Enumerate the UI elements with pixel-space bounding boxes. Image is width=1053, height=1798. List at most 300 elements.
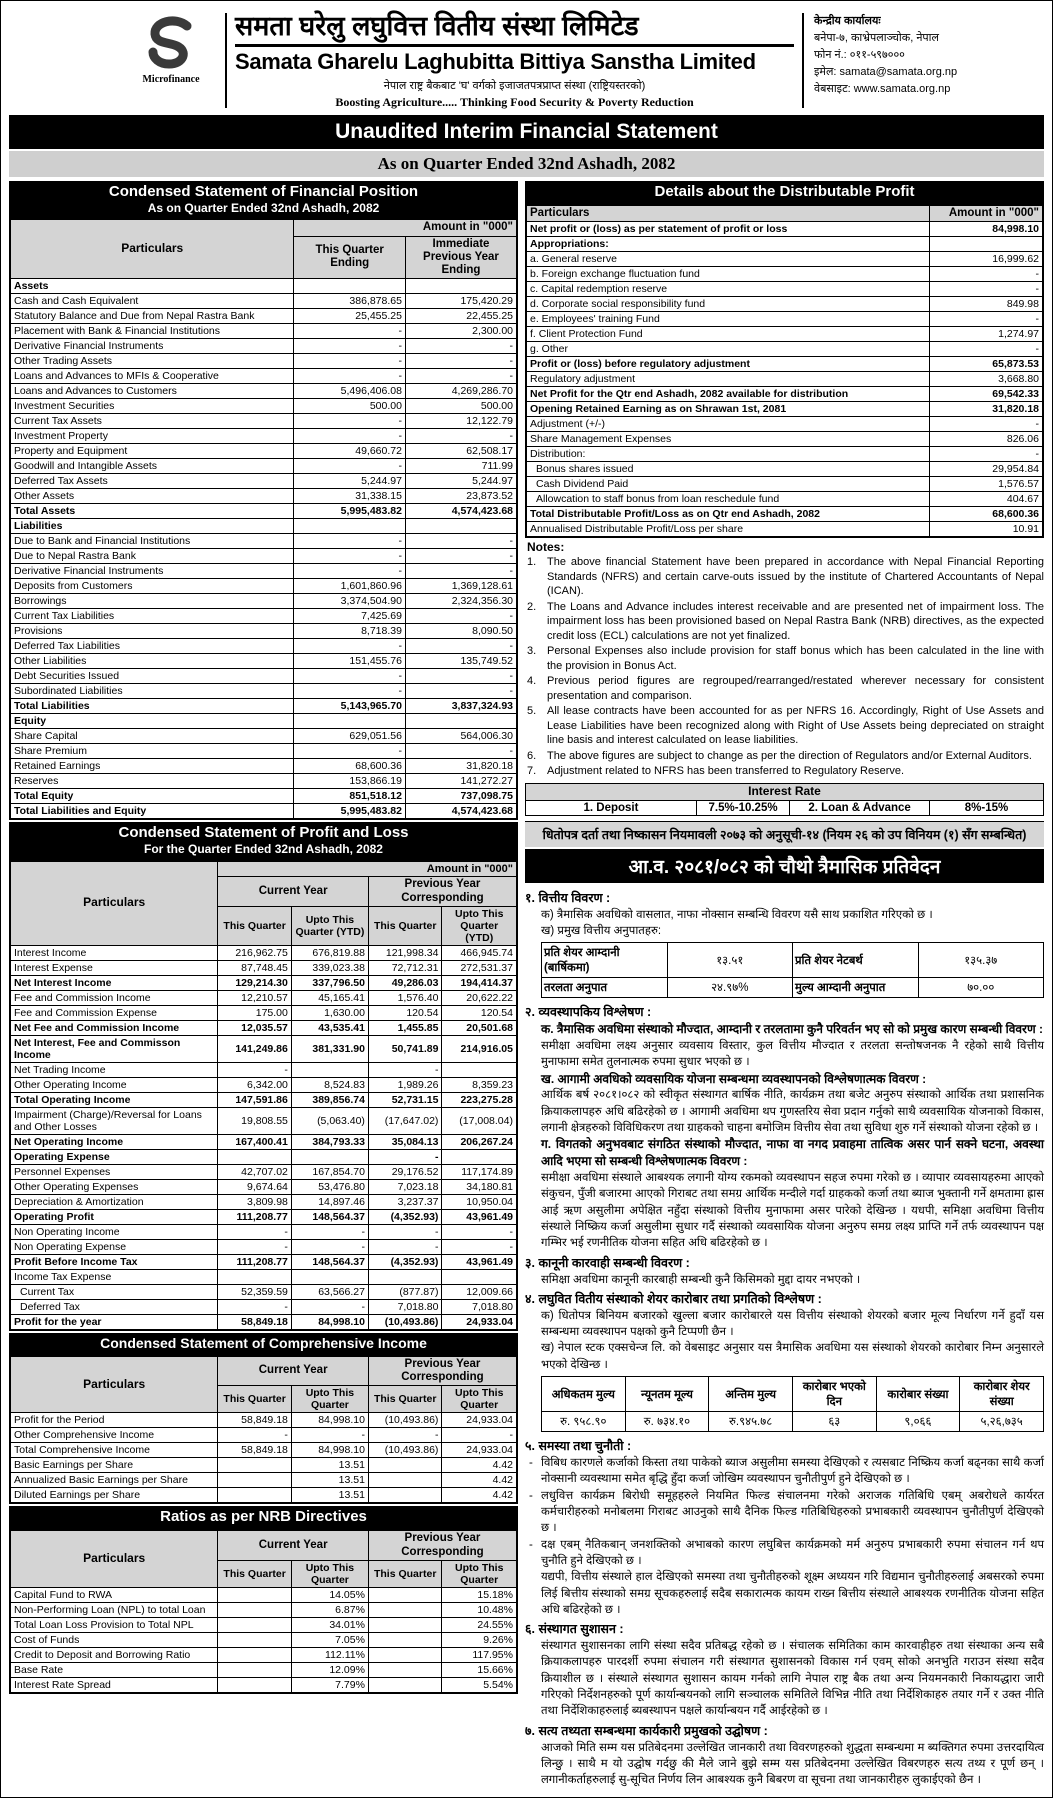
row-value: -: [368, 1224, 442, 1239]
table-row: [10, 594, 517, 609]
row-label: Cash Dividend Paid: [526, 477, 929, 492]
row-value: 175.00: [218, 1005, 292, 1020]
row-label: Interest Income: [10, 945, 218, 960]
report-section-heading: १. वित्तीय विवरण :: [525, 890, 611, 905]
table-row: [10, 1164, 517, 1179]
col-header-upto-quarter: Upto This Quarter: [442, 1386, 517, 1413]
table-row: [10, 519, 517, 534]
table-row: [10, 534, 517, 549]
table-row: [10, 444, 517, 459]
row-value: 31,820.18: [405, 759, 517, 774]
row-value: -: [405, 339, 517, 354]
row-value: -: [405, 669, 517, 684]
table-row: [526, 477, 1043, 492]
table-cell: कारोबार भएको दिन: [792, 1377, 876, 1412]
bullet-text: विबिध कारणले कर्जाको किस्ता तथा पाकेको ब्याज असुलीमा समस्या देखिएको र त्यसबाट निष्क्रिय कर्जा बढ्नका साथै कर्जा नोक्सानी व्यवस्थामा समेत बृद्धि हुँदा कर्जा जोखिम व्यवस्थापन चुनौतीपुर्ण हुने देखिएको छ ।: [541, 1456, 1044, 1486]
contact-website: वेबसाइट: www.samata.org.np: [814, 83, 951, 96]
row-label: Investment Securities: [10, 399, 294, 414]
row-label: Fee and Commission Expense: [10, 1005, 218, 1020]
row-value: 12,210.57: [218, 990, 292, 1005]
table-row: [10, 399, 517, 414]
row-value: [368, 1602, 442, 1617]
row-value: [291, 1269, 368, 1284]
report-paragraph: ख) प्रमुख वित्तीय अनुपातहरु:: [541, 925, 662, 937]
row-value: [218, 1458, 292, 1473]
row-value: -: [929, 417, 1043, 432]
row-value: 5.54%: [442, 1677, 517, 1693]
report-section-heading: ६. संस्थागत सुशासन :: [525, 1622, 624, 1637]
row-value: -: [929, 282, 1043, 297]
note-item: [525, 704, 1044, 749]
row-value: 1,601,860.96: [294, 579, 406, 594]
row-value: -: [929, 342, 1043, 357]
row-value: 4,574,423.68: [405, 504, 517, 519]
table-row: [526, 447, 1043, 462]
row-value: 404.67: [929, 492, 1043, 507]
table-row: [10, 1005, 517, 1020]
row-value: 7,425.69: [294, 609, 406, 624]
row-value: 14,897.46: [291, 1194, 368, 1209]
row-label: Total Liabilities: [10, 699, 294, 714]
row-value: 117,174.89: [442, 1164, 517, 1179]
row-value: 120.54: [442, 1005, 517, 1020]
row-label: Operating Expense: [10, 1149, 218, 1164]
row-label: Derivative Financial Instruments: [10, 564, 294, 579]
row-label: Net Interest, Fee and Commisson Income: [10, 1035, 218, 1062]
row-value: 3,668.80: [929, 372, 1043, 387]
col-group-previous-year: Previous Year Corresponding: [368, 1530, 517, 1560]
row-value: 13.51: [291, 1458, 368, 1473]
row-value: [218, 1149, 292, 1164]
row-value: 31,338.15: [294, 489, 406, 504]
table-cell: तरलता अनुपात: [542, 978, 668, 998]
row-label: Property and Equipment: [10, 444, 294, 459]
table-row: [526, 372, 1043, 387]
col-header-particulars: Particulars: [10, 219, 294, 278]
row-label: Current Tax: [10, 1284, 218, 1299]
report-paragraph: समीक्षा अवधिमा संस्थाले आबश्यक लगानी योग्य रकमको व्यवस्थापन सहज रुपमा गरेको छ । व्यापार व्यवसायहरुमा आएको संकुचन, पुँजी बजारमा आएको गिराबट तथा समग्र आर्थिक मन्दीले गर्दा ग्राहकको कर्जा तथा ब्याज भुक्तानी गर्ने क्षमतामा ह्रास आई ऋण असुलीमा अपेक्षित नहुँदा संस्थाको वित्तीय मुनाफामा असर पारेको देखिन्छ । यधपी, समिक्षा अवधिमा वित्तीय संस्थाले निष्क्रिय कर्जा असुलीमा सुधार गर्दै संस्थाको व्यवसायिक योजना अनुरुप समग्र लक्ष्य प्राप्ति गर्ने तर्फ व्यवस्थापन पक्ष गम्भिर भई रणनीतिक योजना सहित अधि बढिरहेको छ ।: [541, 1172, 1044, 1250]
row-label: Bonus shares issued: [526, 462, 929, 477]
bullet-text: दक्ष एबम् नैतिकबान् जनशक्तिको अभाबको कारण लघुबित्त कार्यक्रमको मर्म अनुरुप प्रभाबकारी रुपमा संचालन गर्न थप चुनौति हुने देखिएको छ ।: [541, 1538, 1044, 1567]
table-row: [10, 1092, 517, 1107]
row-value: 153,866.19: [294, 774, 406, 789]
table-cell: रु. ७३४.१०: [625, 1412, 709, 1432]
row-value: [442, 1062, 517, 1077]
row-value: -: [291, 1224, 368, 1239]
row-value: 2,300.00: [405, 324, 517, 339]
table-cell: मुल्य आम्दानी अनुपात: [793, 978, 919, 998]
row-value: 19,808.55: [218, 1107, 292, 1134]
table-row: [10, 1662, 517, 1677]
report-sub-heading: क. त्रैमासिक अवधिमा संस्थाको मौज्दात, आम्दानी र तरलतामा कुनै परिवर्तन भए सो को प्रमुख कारण सम्बन्धी विवरण :: [541, 1022, 1043, 1037]
report-sub-heading: ग. विगतको अनुभवबाट संगठित संस्थाको मौज्दात, नाफा वा नगद प्रवाहमा तात्विक असर पार्न सक्ने घटना, अवस्था आदि भएमा सो सम्बन्धी विश्लेषणात्मक विवरण :: [541, 1137, 1044, 1169]
row-value: 272,531.37: [442, 960, 517, 975]
row-label: Provisions: [10, 624, 294, 639]
row-value: 466,945.74: [442, 945, 517, 960]
row-value: -: [294, 549, 406, 564]
section-subtitle: As on Quarter Ended 32nd Ashadh, 2082: [147, 201, 380, 216]
row-value: 43,961.49: [442, 1209, 517, 1224]
row-value: 9.26%: [442, 1632, 517, 1647]
row-value: 141,249.86: [218, 1035, 292, 1062]
row-value: 386,878.65: [294, 294, 406, 309]
report-paragraph: समिक्षा अवधिमा कानूनी कारबाही सम्बन्धी कुनै किसिमको मुद्दा दायर नभएको ।: [541, 1273, 861, 1286]
table-row: [10, 744, 517, 759]
note-item: [525, 764, 1044, 780]
row-value: -: [405, 744, 517, 759]
row-label: Profit for the Period: [10, 1413, 218, 1428]
table-cell: रु.९४५.७८: [709, 1412, 793, 1432]
row-value: -: [405, 369, 517, 384]
table-row: [526, 800, 1044, 815]
row-label: Cash and Cash Equivalent: [10, 294, 294, 309]
row-value: 8,718.39: [294, 624, 406, 639]
row-value: 12.09%: [291, 1662, 368, 1677]
row-value: 63,566.27: [291, 1284, 368, 1299]
row-value: 58,849.18: [218, 1443, 292, 1458]
row-value: 84,998.10: [291, 1443, 368, 1458]
row-value: 72,712.31: [368, 960, 442, 975]
row-value: 24,933.04: [442, 1443, 517, 1458]
row-value: [442, 1149, 517, 1164]
row-value: 148,564.37: [291, 1209, 368, 1224]
amount-note: Amount in "000": [929, 205, 1043, 222]
table-row: [526, 312, 1043, 327]
row-value: 500.00: [294, 399, 406, 414]
note-number: 7.: [527, 765, 537, 778]
row-value: -: [929, 312, 1043, 327]
note-number: 3.: [527, 645, 537, 658]
company-name-english: Samata Gharelu Laghubitta Bittiya Sanstha Limited: [235, 49, 756, 75]
row-value: [368, 1488, 442, 1504]
regulation-reference-line: धितोपत्र दर्ता तथा निष्कासन नियमावली २०७३ को अनुसूची-१४ (नियम २६ को उप विनियम (१) सँग सम्बन्धित): [525, 821, 1044, 847]
row-value: 25,455.25: [294, 309, 406, 324]
row-label: Liabilities: [10, 519, 294, 534]
note-text: Personal Expenses also include provision for staff bonus which has been calculated in the line with the provision in Bonus Act.: [547, 645, 1044, 672]
row-label: Operating Profit: [10, 1209, 218, 1224]
row-label: Annualised Distributable Profit/Loss per share: [526, 522, 929, 538]
subtitle-banner: As on Quarter Ended 32nd Ashadh, 2082: [9, 151, 1044, 177]
col-header-ytd: Upto This Quarter (YTD): [291, 906, 368, 945]
col-header-this-quarter: This Quarter Ending: [294, 236, 406, 279]
row-value: -: [218, 1428, 292, 1443]
table-row: [10, 714, 517, 729]
row-value: 24.55%: [442, 1617, 517, 1632]
row-value: 826.06: [929, 432, 1043, 447]
table-row: [10, 1077, 517, 1092]
financial-position-table: [9, 218, 518, 820]
row-value: 147,591.86: [218, 1092, 292, 1107]
row-value: 117.95%: [442, 1647, 517, 1662]
row-value: 24,933.04: [442, 1314, 517, 1330]
table-row: [10, 1413, 517, 1428]
row-label: e. Employees' training Fund: [526, 312, 929, 327]
row-value: (4,352.93): [368, 1209, 442, 1224]
row-value: 1,576.57: [929, 477, 1043, 492]
row-label: Deferred Tax Assets: [10, 474, 294, 489]
row-value: -: [405, 549, 517, 564]
bullet-dash: -: [529, 1489, 533, 1502]
report-paragraph: ख) नेपाल स्टक एक्सचेन्ज लि. को वेबसाइट अनुसार यस त्रैमासिक अवधिमा यस संस्थाको शेयरको कारोबार निम्न अनुसारले भएको देखिन्छ ।: [541, 1342, 1044, 1371]
row-value: 676,819.88: [291, 945, 368, 960]
row-value: 5,244.97: [294, 474, 406, 489]
row-label: Placement with Bank & Financial Institutions: [10, 324, 294, 339]
row-value: [368, 1662, 442, 1677]
table-row: [526, 282, 1043, 297]
row-label: Allowcation to staff bonus from loan reschedule fund: [526, 492, 929, 507]
row-label: Depreciation & Amortization: [10, 1194, 218, 1209]
logo-caption: Microfinance: [142, 74, 200, 85]
table-row: [10, 564, 517, 579]
row-value: 4,574,423.68: [405, 804, 517, 820]
table-row: [526, 522, 1043, 538]
row-value: [405, 279, 517, 294]
table-cell: अन्तिम मुल्य: [709, 1377, 793, 1412]
row-value: 8,359.23: [442, 1077, 517, 1092]
company-logo: [125, 11, 217, 110]
table-row: [10, 684, 517, 699]
table-row: [526, 507, 1043, 522]
table-row: [10, 804, 517, 820]
row-label: Non-Performing Loan (NPL) to total Loan: [10, 1602, 218, 1617]
table-row: [10, 429, 517, 444]
financial-position-header: [9, 181, 518, 218]
row-label: Interest Expense: [10, 960, 218, 975]
row-label: Interest Rate Spread: [10, 1677, 218, 1693]
row-value: 84,998.10: [291, 1413, 368, 1428]
row-value: -: [294, 459, 406, 474]
row-value: 49,660.72: [294, 444, 406, 459]
report-paragraph: यद्यपी, वित्तीय संस्थाले हाल देखिएको समस्या तथा चुनौतीहरुको शूक्ष्म अध्ययन गरि विद्यमान चुनौतीहरुलाई अबसरको रुपमा लिई बित्तीय संस्थाको समग्र सूचकहरुलाई सदैब सकारात्मक कायम राख्न बित्तीय संस्थाले आबश्यक रणनीतिक योजना सहित अधि बढिरहेको छ ।: [541, 1571, 1044, 1616]
row-value: 389,856.74: [291, 1092, 368, 1107]
table-row: [10, 1587, 517, 1602]
row-value: [368, 1647, 442, 1662]
col-header-particulars: Particulars: [10, 1356, 218, 1413]
col-header-upto-quarter: Upto This Quarter: [291, 1560, 368, 1587]
row-value: -: [405, 534, 517, 549]
row-label: Net Trading Income: [10, 1062, 218, 1077]
row-value: 35,084.13: [368, 1134, 442, 1149]
report-paragraph: आजको मिति सम्म यस प्रतिबेदनमा उल्लेखित जानकारी तथा विवरणहरुको शुद्धता सम्बन्धमा म ब्यक्तिगत रुपमा उत्तरदायित्व लिन्छु । साथै म यो उद्घोष गर्दछु की मैले जाने बुझे सम्म यस प्रतिबेदनमा उल्लेखित विबरणहरु सत्य तथ्य र पूर्ण छन् । लगानीकर्ताहरुलाई सु-सूचित निर्णय लिन आबश्यक कुनै बिबरण वा सूचना तथा जानकारीहरु लुकाईएको छैन ।: [541, 1741, 1044, 1787]
row-value: 7,018.80: [442, 1299, 517, 1314]
row-value: -: [218, 1062, 292, 1077]
row-label: Non Operating Income: [10, 1224, 218, 1239]
row-value: 22,455.25: [405, 309, 517, 324]
row-value: -: [294, 429, 406, 444]
note-text: The Loans and Advance includes interest receivable and are presented net of impairment loss. The impairment loss has been provisioned based on Nepal Rastra Bank (NRB) directives, as the expected credit loss (ECL) calculations are not yet finalized.: [547, 600, 1044, 642]
quarterly-report-banner: आ.व. २०८१/०८२ को चौथो त्रैमासिक प्रतिवेदन: [525, 849, 1044, 883]
row-value: 223,275.28: [442, 1092, 517, 1107]
row-value: 68,600.36: [929, 507, 1043, 522]
row-label: Base Rate: [10, 1662, 218, 1677]
row-value: 151,455.76: [294, 654, 406, 669]
row-value: 42,707.02: [218, 1164, 292, 1179]
interest-rate-cell: 1. Deposit: [526, 800, 697, 815]
table-cell: ६३: [792, 1412, 876, 1432]
table-row: [526, 432, 1043, 447]
row-label: Profit for the year: [10, 1314, 218, 1330]
table-cell: कारोबार शेयर संख्या: [960, 1377, 1044, 1412]
table-row: [10, 369, 517, 384]
table-row: [526, 222, 1043, 237]
section-subtitle: For the Quarter Ended 32nd Ashadh, 2082: [144, 842, 383, 857]
row-value: 121,998.34: [368, 945, 442, 960]
left-column: [9, 181, 518, 1694]
notes-heading: Notes:: [527, 540, 565, 555]
row-label: Total Loan Loss Provision to Total NPL: [10, 1617, 218, 1632]
row-label: f. Client Protection Fund: [526, 327, 929, 342]
col-group-current-year: Current Year: [218, 877, 369, 906]
table-row: [10, 639, 517, 654]
row-value: 111,208.77: [218, 1254, 292, 1269]
table-cell: ५,२६,७३५: [960, 1412, 1044, 1432]
row-value: 564,006.30: [405, 729, 517, 744]
row-label: Net Interest Income: [10, 975, 218, 990]
row-value: (10,493.86): [368, 1314, 442, 1330]
row-value: 52,359.59: [218, 1284, 292, 1299]
table-row: [10, 1254, 517, 1269]
table-row: [526, 387, 1043, 402]
amount-note: Amount in "000": [294, 219, 517, 236]
row-value: 10.91: [929, 522, 1043, 538]
row-value: 129,214.30: [218, 975, 292, 990]
col-header-this-quarter: This Quarter: [218, 1560, 292, 1587]
row-value: -: [294, 324, 406, 339]
row-label: Income Tax Expense: [10, 1269, 218, 1284]
row-value: 175,420.29: [405, 294, 517, 309]
row-label: Non Operating Expense: [10, 1239, 218, 1254]
row-value: -: [291, 1299, 368, 1314]
nrb-ratios-table: [9, 1529, 518, 1694]
table-row: [10, 990, 517, 1005]
table-row: [10, 324, 517, 339]
row-label: Total Distributable Profit/Loss as on Qtr end Ashadh, 2082: [526, 507, 929, 522]
table-cell: अधिकतम मुल्य: [542, 1377, 626, 1412]
report-bullet-item: [529, 1455, 1044, 1488]
row-value: 62,508.17: [405, 444, 517, 459]
row-value: [291, 1062, 368, 1077]
row-value: [218, 1632, 292, 1647]
report-paragraph: संस्थागत सुशासनका लागि संस्था सदैव प्रतिबद्ध रहेको छ । संचालक समितिका काम कारवाहीहरु तथा संस्थाका अन्य सबै क्रियाकलापहरु पारदर्शी रुपमा संचालन गरी संस्थागत सुशासनको विकास गर्न एवम् सोको अनभुति गराउन संस्था सदैव क्रियाशील छ । संस्थाले संस्थागत सुशासन कायम गर्नको लागि नेपाल राष्ट्र बैक तथा अन्य नियमनकारी निकायद्धारा जारी गरिएको निर्देशनहरुको पूर्ण कार्यान्बयनको लागि सञ्चालक समितिले विभिन्न नीति तथा निर्देशिकाहरु तयार गर्ने र उक्त नीति तथा निर्देशिकाहरुलाई ब्यबस्थापन पक्षले कार्यान्बयन गर्दै आईरहेको छ ।: [541, 1640, 1044, 1718]
row-value: -: [442, 1239, 517, 1254]
table-row: [10, 1134, 517, 1149]
row-value: 49,286.03: [368, 975, 442, 990]
row-value: 7.05%: [291, 1632, 368, 1647]
row-value: 43,535.41: [291, 1020, 368, 1035]
table-row: [10, 354, 517, 369]
row-value: 5,995,483.82: [294, 804, 406, 820]
note-item: [525, 749, 1044, 765]
row-value: 500.00: [405, 399, 517, 414]
share-trading-table: [541, 1376, 1044, 1432]
row-value: -: [294, 354, 406, 369]
bullet-dash: -: [529, 1538, 533, 1551]
table-row: [10, 1428, 517, 1443]
row-label: Total Equity: [10, 789, 294, 804]
note-text: Adjustment related to NFRS has been transferred to Regulatory Reserve.: [547, 765, 905, 778]
col-header-upto-quarter: Upto This Quarter: [291, 1386, 368, 1413]
contact-address: बनेपा-७, काभ्रेपलाञ्चोक, नेपाल: [814, 32, 939, 45]
row-label: Other Liabilities: [10, 654, 294, 669]
table-row: [526, 237, 1043, 252]
table-row: [10, 1035, 517, 1062]
row-value: [218, 1617, 292, 1632]
section-title: Details about the Distributable Profit: [654, 183, 915, 201]
note-text: The above financial Statement have been prepared in accordance with Nepal Financial Reporting Standards (NFRS) and certain carve-outs issued by the institute of Chartered Accountants of Nepal (ICAN).: [547, 556, 1044, 598]
row-label: Statutory Balance and Due from Nepal Rastra Bank: [10, 309, 294, 324]
table-row: [10, 1149, 517, 1164]
row-value: 111,208.77: [218, 1209, 292, 1224]
row-label: Other Comprehensive Income: [10, 1428, 218, 1443]
table-row: [10, 1020, 517, 1035]
table-row: [542, 1377, 1044, 1412]
table-row: [10, 1194, 517, 1209]
table-row: [10, 1473, 517, 1488]
table-row: [10, 1224, 517, 1239]
table-row: [10, 1443, 517, 1458]
row-label: Equity: [10, 714, 294, 729]
row-label: Credit to Deposit and Borrowing Ratio: [10, 1647, 218, 1662]
row-label: d. Corporate social responsibility fund: [526, 297, 929, 312]
row-value: 1,369,128.61: [405, 579, 517, 594]
row-value: 1,455.85: [368, 1020, 442, 1035]
row-value: -: [218, 1224, 292, 1239]
table-row: [10, 945, 517, 960]
row-value: 50,741.89: [368, 1035, 442, 1062]
row-value: -: [368, 1239, 442, 1254]
row-value: (17,647.02): [368, 1107, 442, 1134]
row-value: 3,837,324.93: [405, 699, 517, 714]
row-value: 214,916.05: [442, 1035, 517, 1062]
table-row: [10, 1107, 517, 1134]
row-value: 337,796.50: [291, 975, 368, 990]
key-ratios-table: [541, 942, 1044, 998]
section-title: Condensed Statement of Financial Position: [108, 183, 419, 201]
row-label: g. Other: [526, 342, 929, 357]
col-group-previous-year: Previous Year Corresponding: [368, 1356, 517, 1386]
table-cell: ९,०६६: [876, 1412, 960, 1432]
table-cell: प्रति शेयर आम्दानी (बार्षिकमा): [542, 943, 668, 978]
row-label: Net Fee and Commission Income: [10, 1020, 218, 1035]
row-label: Goodwill and Intangible Assets: [10, 459, 294, 474]
row-value: -: [294, 669, 406, 684]
row-label: Deposits from Customers: [10, 579, 294, 594]
row-label: Reserves: [10, 774, 294, 789]
notes-list: [525, 555, 1044, 780]
row-value: 4.42: [442, 1458, 517, 1473]
row-label: Total Assets: [10, 504, 294, 519]
row-label: Net profit or (loss) as per statement of profit or loss: [526, 222, 929, 237]
col-header-particulars: Particulars: [526, 205, 929, 222]
table-row: [10, 1458, 517, 1473]
table-row: [10, 489, 517, 504]
table-row: [10, 279, 517, 294]
row-value: 13.51: [291, 1488, 368, 1504]
row-value: -: [218, 1239, 292, 1254]
table-row: [10, 1239, 517, 1254]
table-row: [10, 579, 517, 594]
table-row: [10, 1647, 517, 1662]
table-row: [10, 309, 517, 324]
row-label: Other Assets: [10, 489, 294, 504]
table-row: [10, 624, 517, 639]
row-label: Due to Nepal Rastra Bank: [10, 549, 294, 564]
row-value: 167,854.70: [291, 1164, 368, 1179]
row-value: 141,272.27: [405, 774, 517, 789]
interest-rate-row: [526, 800, 1044, 815]
row-label: Assets: [10, 279, 294, 294]
row-label: Other Trading Assets: [10, 354, 294, 369]
